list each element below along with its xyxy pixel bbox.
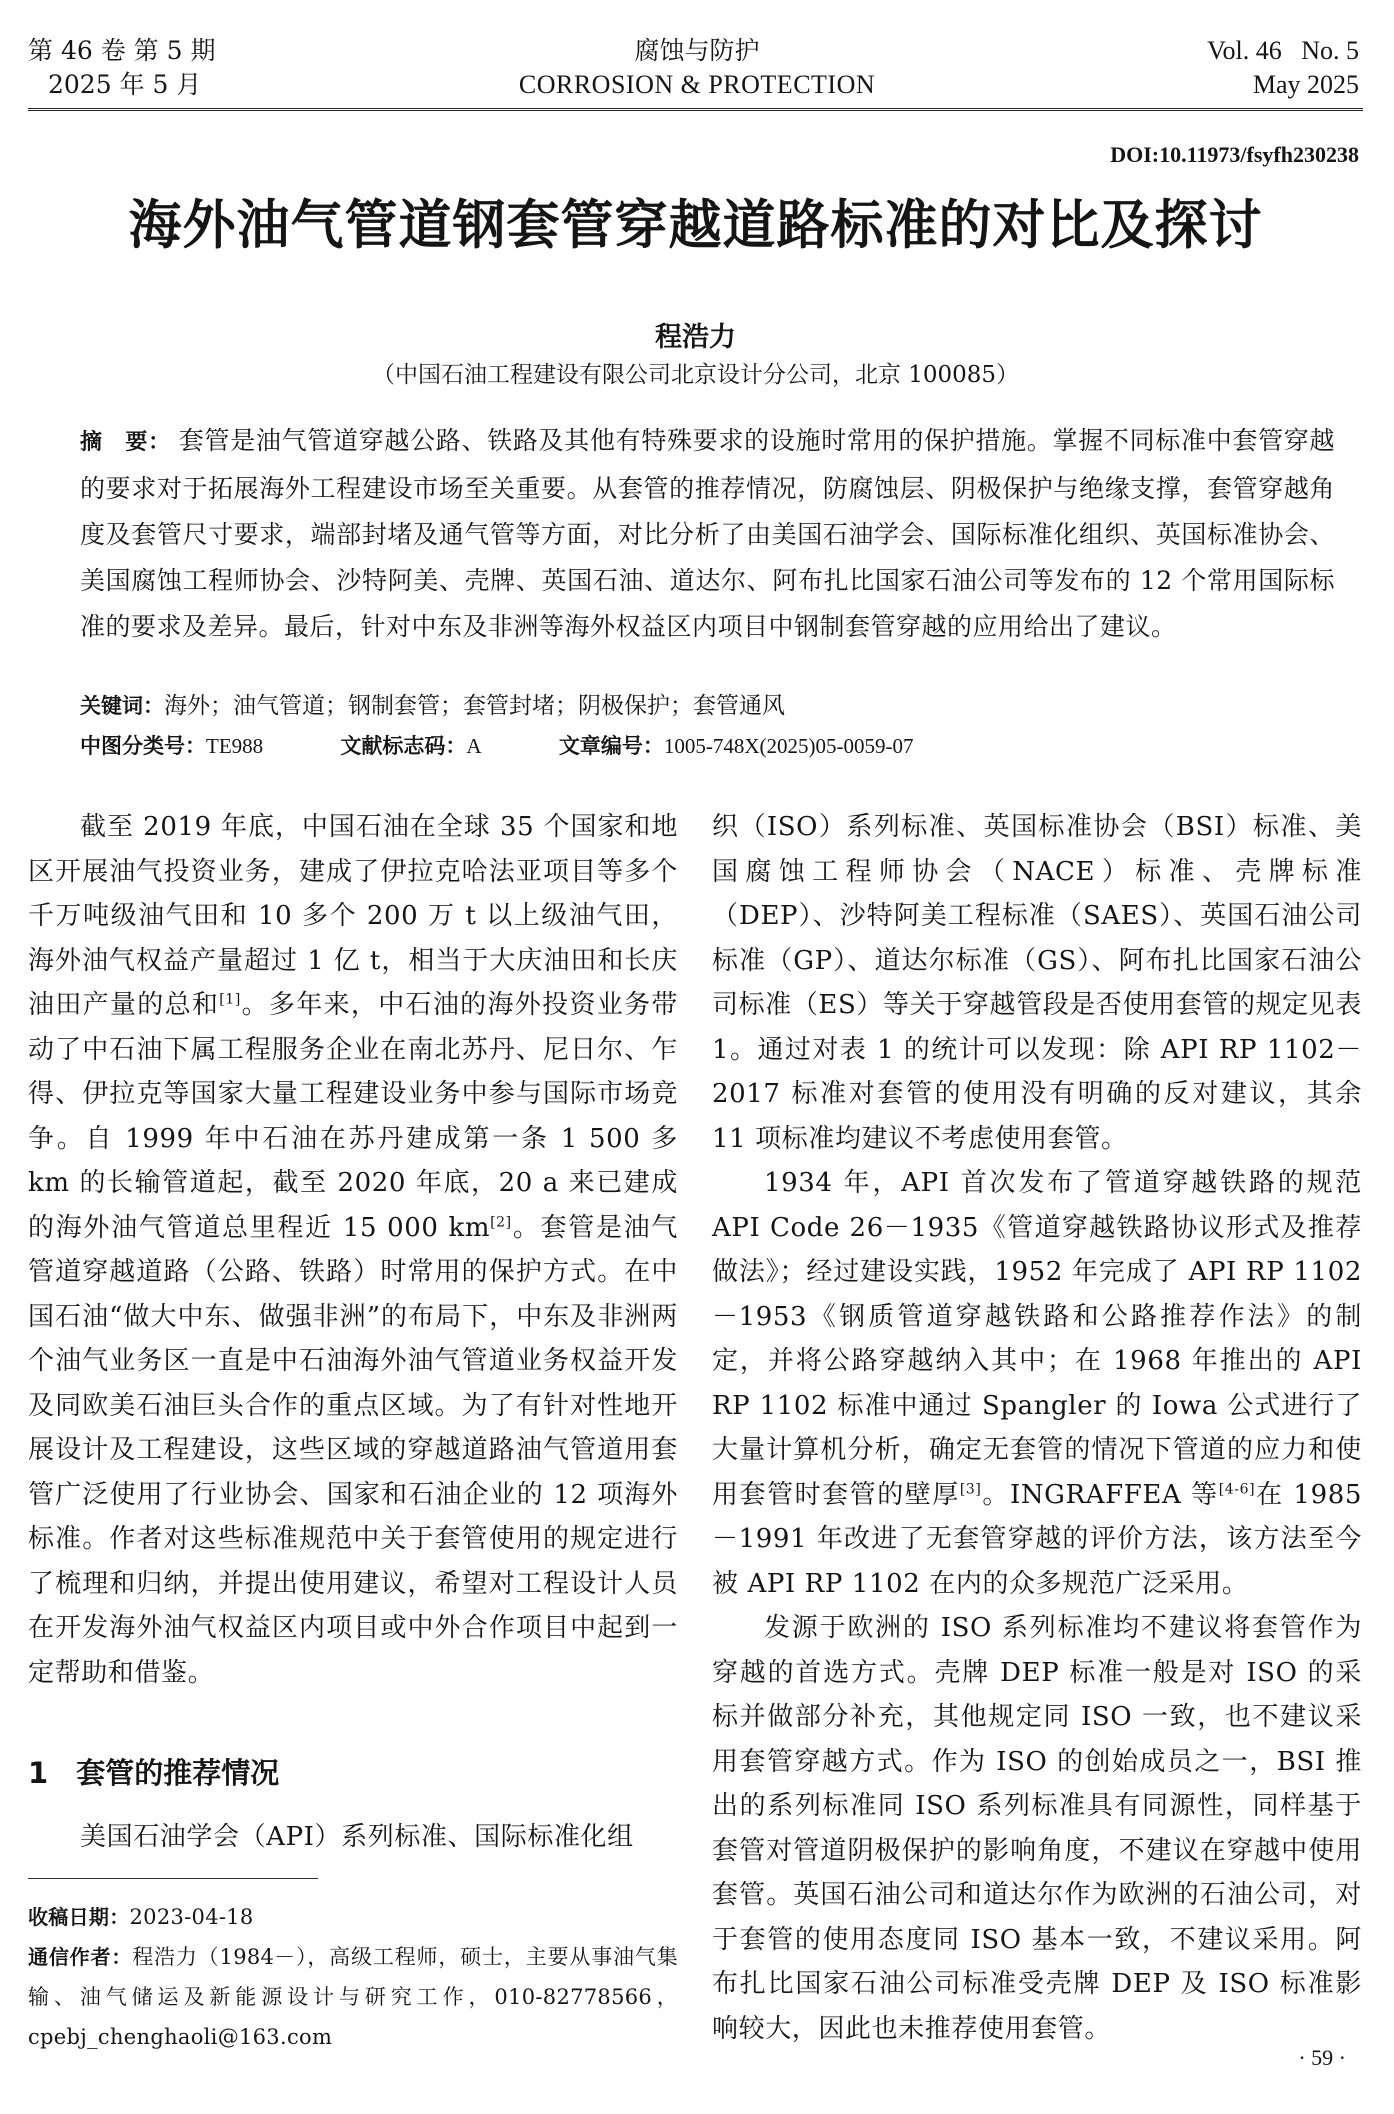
citation[interactable]: [4-6]	[1218, 1480, 1256, 1497]
footnote	[28, 1897, 678, 2057]
corr-value: 程浩力（1984－），高级工程师，硕士，主要从事油气集输、油气储运及新能源设计与研究工作，010-82778566，cpebj_chenghaoli@163.com	[28, 1945, 679, 2049]
journal-volume-en	[1059, 34, 1359, 102]
corresponding-author	[28, 1937, 678, 2057]
abstract	[80, 418, 1335, 650]
keywords	[80, 688, 1335, 724]
paragraph	[712, 1161, 1362, 1606]
doc-code-label: 文献标志码：	[340, 734, 467, 758]
article-title: 海外油气管道钢套管穿越道路标准的对比及探讨	[128, 195, 1263, 256]
keywords-label: 关键词：	[80, 694, 164, 718]
paragraph-text: 。多年来，中石油的海外投资业务带动了中石油下属工程服务企业在南北苏丹、尼日尔、乍得、伊拉克等国家大量工程建设业务中参与国际市场竞争。自 1999 年中石油在苏丹建成第一条 1 500 多 km 的长输管道起，截至 2020 年底，20 a 来已建成的海外油气管道总里程近 15 000 km	[28, 990, 679, 1243]
received-date	[28, 1897, 678, 1937]
abstract-label: 摘 要：	[80, 430, 171, 455]
corr-label: 通信作者：	[28, 1945, 133, 1969]
volume-en: Vol. 46 No. 5	[1207, 36, 1359, 65]
volume-cn: 第 46 卷 第 5 期	[28, 36, 216, 65]
paragraph-text: 1934 年，API 首次发布了管道穿越铁路的规范 API Code 26－1935《管道穿越铁路协议形式及推荐做法》；经过建设实践，1952 年完成了 API RP 1102－1953《钢质管道穿越铁路和公路推荐作法》的制定，并将公路穿越纳入其中；在 1968 年推出的 API RP 1102 标准中通过 Spangler 的 Iowa 公式进行了大量计算机分析，确定无套管的情况下管道的应力和使用套管时套管的壁厚	[712, 1168, 1362, 1510]
section-title: 套管的推荐情况	[76, 1756, 280, 1790]
journal-name-cn: 腐蚀与防护	[634, 36, 760, 65]
article-meta	[80, 729, 1335, 763]
article-no-value: 1005-748X(2025)05-0059-07	[663, 734, 914, 758]
body-right-column	[712, 805, 1362, 2051]
paragraph-text: 。套管是油气管道穿越道路（公路、铁路）时常用的保护方式。在中国石油“做大中东、做强非洲”的布局下，中东及非洲两个油气业务区一直是中石油海外油气管道业务权益开发及同欧美石油巨头合作的重点区域。为了有针对性地开展设计及工程建设，这些区域的穿越道路油气管道用套管广泛使用了行业协会、国家和石油企业的 12 项海外标准。作者对这些标准规范中关于套管使用的规定进行了梳理和归纳，并提出使用建议，希望对工程设计人员在开发海外油气权益区内项目或中外合作项目中起到一定帮助和借鉴。	[28, 1212, 678, 1688]
section-number: 1	[28, 1756, 49, 1790]
abstract-text: 套管是油气管道穿越公路、铁路及其他有特殊要求的设施时常用的保护措施。掌握不同标准中套管穿越的要求对于拓展海外工程建设市场至关重要。从套管的推荐情况，防腐蚀层、阴极保护与绝缘支撑，套管穿越角度及套管尺寸要求，端部封堵及通气管等方面，对比分析了由美国石油学会、国际标准化组织、英国标准协会、美国腐蚀工程师协会、沙特阿美、壳牌、英国石油、道达尔、阿布扎比国家石油公司等发布的 12 个常用国际标准的要求及差异。最后，针对中东及非洲等海外权益区内项目中钢制套管穿越的应用给出了建议。	[80, 426, 1335, 641]
journal-name-en: CORROSION & PROTECTION	[518, 70, 876, 99]
citation[interactable]: [2]	[490, 1213, 512, 1230]
paragraph	[28, 805, 678, 1695]
date-en: May 2025	[1252, 70, 1359, 99]
clc-label: 中图分类号：	[80, 734, 206, 758]
section-heading	[28, 1751, 279, 1792]
paragraph-text: 截至 2019 年底，中国石油在全球 35 个国家和地区开展油气投资业务，建成了伊拉克哈法亚项目等多个千万吨级油气田和 10 多个 200 万 t 以上级油气田，海外油气权益产量超过 1 亿 t，相当于大庆油田和长庆油田产量的总和	[28, 812, 678, 1020]
page-number: · 59 ·	[1298, 2045, 1346, 2070]
body-left-column-lower	[28, 1815, 678, 1859]
affiliation: （中国石油工程建设有限公司北京设计分公司，北京 100085）	[371, 362, 1020, 388]
footnote-rule	[28, 1878, 318, 1879]
received-value: 2023-04-18	[129, 1905, 254, 1929]
journal-name	[497, 34, 897, 102]
paragraph: 织（ISO）系列标准、英国标准协会（BSI）标准、美国腐蚀工程师协会（NACE）标准、壳牌标准（DEP）、沙特阿美工程标准（SAES）、英国石油公司标准（GP）、道达尔标准（GS）、阿布扎比国家石油公司标准（ES）等关于穿越管段是否使用套管的规定见表 1。通过对表 1 的统计可以发现：除 API RP 1102－2017 标准对套管的使用没有明确的反对建议，其余 11 项标准均建议不考虑使用套管。	[712, 812, 1362, 1154]
clc-value: TE988	[206, 734, 264, 758]
citation[interactable]: [1]	[219, 991, 241, 1008]
journal-volume-cn	[28, 34, 328, 102]
date-cn: 2025 年 5 月	[48, 70, 202, 99]
paragraph: 发源于欧洲的 ISO 系列标准均不建议将套管作为穿越的首选方式。壳牌 DEP 标准一般是对 ISO 的采标并做部分补充，其他规定同 ISO 一致，也不建议采用套管穿越方式。作为 ISO 的创始成员之一，BSI 推出的系列标准同 ISO 系列标准具有同源性，同样基于套管对管道阴极保护的影响角度，不建议在穿越中使用套管。英国石油公司和道达尔作为欧洲的石油公司，对于套管的使用态度同 ISO 基本一致，不建议采用。阿布扎比国家石油公司标准受壳牌 DEP 及 ISO 标准影响较大，因此也未推荐使用套管。	[712, 1613, 1362, 2044]
received-label: 收稿日期：	[28, 1905, 130, 1929]
doc-code-value: A	[466, 734, 482, 758]
citation[interactable]: [3]	[959, 1480, 982, 1497]
paragraph: 美国石油学会（API）系列标准、国际标准化组	[80, 1822, 634, 1852]
doi[interactable]: DOI:10.11973/fsyfh230238	[1110, 142, 1359, 167]
header-rule	[28, 108, 1363, 111]
keywords-text: 海外；油气管道；钢制套管；套管封堵；阴极保护；套管通风	[164, 693, 785, 719]
paragraph-text: 在 1985－1991 年改进了无套管穿越的评价方法，该方法至今被 API RP 1102 在内的众多规范广泛采用。	[712, 1479, 1362, 1599]
paragraph-text: 。INGRAFFEA 等	[981, 1479, 1219, 1510]
author: 程浩力	[655, 322, 736, 353]
body-left-column	[28, 805, 678, 1695]
article-no-label: 文章编号：	[558, 734, 664, 758]
